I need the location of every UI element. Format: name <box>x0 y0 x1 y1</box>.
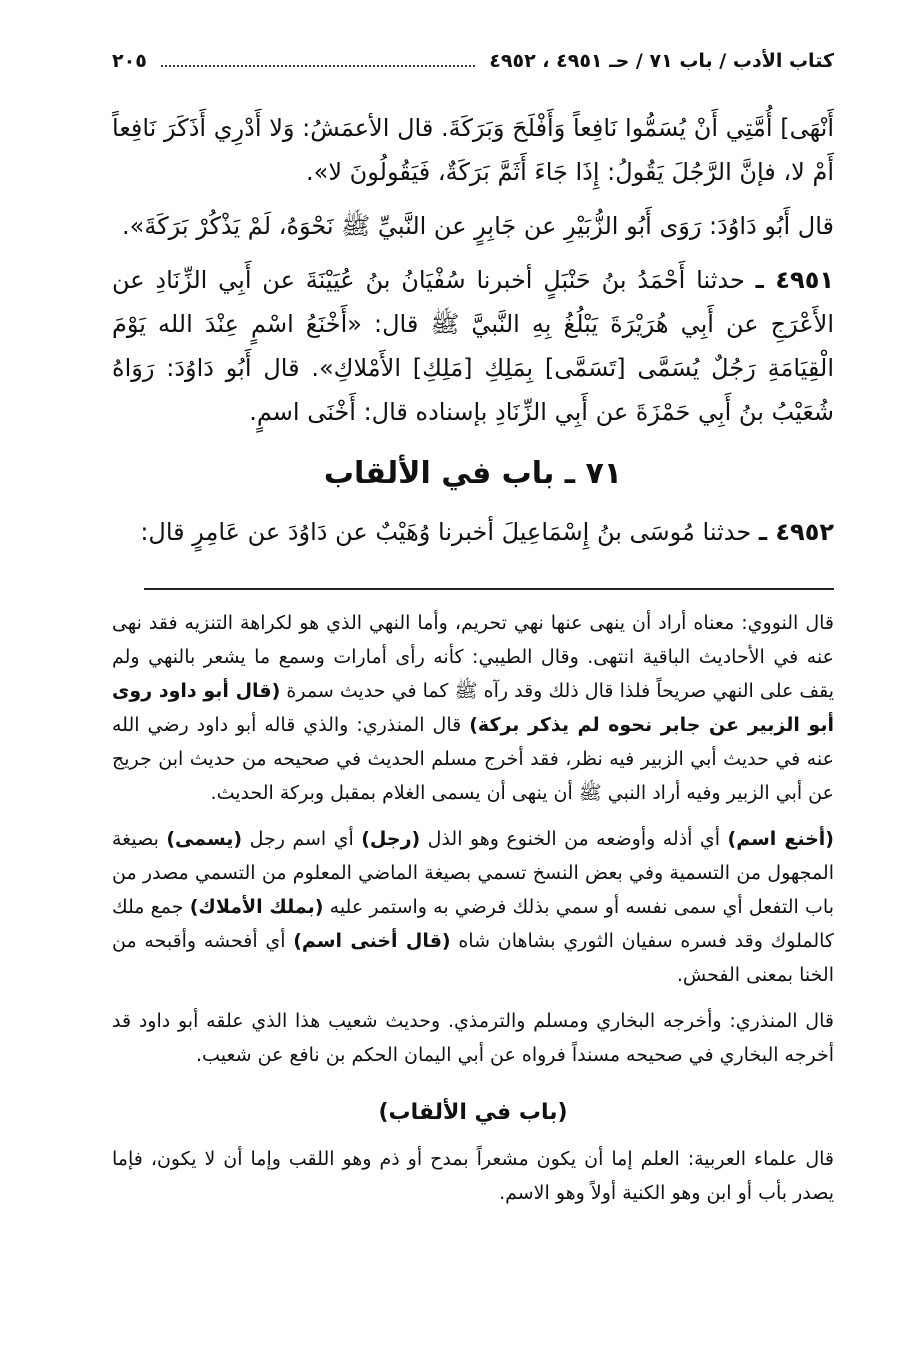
term-rajul-desc: أي اسم رجل <box>249 828 354 850</box>
footnote-separator <box>144 588 834 590</box>
hadith-text <box>112 106 834 554</box>
chapter-heading: ٧١ ـ باب في الألقاب <box>323 456 623 491</box>
paragraph-3 <box>112 258 834 434</box>
term-yusamma: (يسمى) <box>166 828 243 850</box>
term-bimalik-alamlak: (بملك الأملاك) <box>189 896 324 918</box>
header-dots <box>161 51 475 67</box>
term-yusamma-desc: بصيغة المجهول من التسمية وفي بعض النسخ تسمي بصيغة الماضي المعلوم من التسمي مصدر من باب التفعل أي سمى نفسه أو سمي بذلك فرضي به واستمر عليه <box>112 828 834 918</box>
term-rajul: (رجل) <box>361 828 421 850</box>
hadith-number-4951: ٤٩٥١ ـ <box>755 266 834 294</box>
term-bimalik-alamlak-desc: جمع ملك كالملوك وقد فسره سفيان الثوري بشاهان شاه <box>112 896 834 952</box>
commentary-heading: (باب في الألقاب) <box>378 1100 568 1125</box>
commentary-1-bold: (قال أبو داود روى أبو الزبير عن جابر نحوه لم يذكر بركة) <box>112 680 834 736</box>
term-akhna-ism-desc: أي أذله وأوضعه من الخنوع وهو الذل <box>427 828 721 850</box>
commentary-paragraph-1 <box>112 606 834 810</box>
running-header <box>112 50 834 90</box>
commentary-paragraph-2 <box>112 822 834 992</box>
header-title: كتاب الأدب / باب ٧١ / حـ ٤٩٥١ ، ٤٩٥٢ <box>489 50 834 72</box>
term-akhna-ism: (أخنع اسم) <box>727 828 834 850</box>
hadith-4952-text: حدثنا مُوسَى بنُ إِسْمَاعِيلَ أخبرنا وُهَيْبٌ عن دَاوُدَ عن عَامِرٍ قال: <box>140 518 752 546</box>
commentary-1-end: قال المنذري: والذي قاله أبو داود رضي الله عنه في حديث أبي الزبير فيه نظر، فقد أخرج مسلم الحديث في صحيحه من حديث ابن جريج عن أبي الزبير وفيه أراد النبي ﷺ أن ينهى أن يسمى الغلام بمقبل وبركة الحديث. <box>112 714 834 804</box>
hadith-4951-text: حدثنا أَحْمَدُ بنُ حَنْبَلٍ أخبرنا سُفْيَانُ بنُ عُيَيْنَةَ عن أَبِي الزِّنَادِ عن الأَعْرَجِ عن أَبِي هُرَيْرَةَ يَبْلُغُ بِهِ النَّبيَّ ﷺ قال: «أَخْنَعُ اسْمٍ عِنْدَ الله يَوْمَ الْقِيَامَةِ رَجُلٌ يُسَمَّى [تَسَمَّى] بِمَلِكِ [مَلِكِ] الأَمْلاكِ». قال أَبُو دَاوُدَ: رَوَاهُ شُعَيْبُ بنُ أَبِي حَمْزَةَ عن أَبِي الزِّنَادِ بإسناده قال: أَخْنَى اسمٍ. <box>112 266 834 426</box>
hadith-number-4952: ٤٩٥٢ ـ <box>758 518 834 546</box>
term-akhna-ism-2: (قال أخنى اسم) <box>293 930 451 952</box>
paragraph-4 <box>112 510 834 554</box>
paragraph-2: قال أَبُو دَاوُدَ: رَوَى أَبُو الزُّبَيْرِ عن جَابِرٍ عن النَّبيِّ ﷺ نَحْوَهُ، لَمْ يَذْكُرْ بَرَكَةَ». <box>122 212 834 240</box>
commentary-paragraph-4: قال علماء العربية: العلم إما أن يكون مشعراً بمدح أو ذم وهو اللقب وإما أن لا يكون، فإما يصدر بأب أو ابن وهو الكنية أولاً وهو الاسم. <box>112 1148 834 1204</box>
commentary-1-text: قال النووي: معناه أراد أن ينهى عنها نهي تحريم، وأما النهي الذي هو لكراهة التنزيه فقد نهى عنه في الأحاديث الباقية انتهى. وقال الطيبي: كأنه رأى أمارات وسمع ما يشعر بالنهي ولم يقف على النهي صريحاً فلذا قال ذلك وقد رآه ﷺ كما في حديث سمرة <box>112 612 834 702</box>
term-akhna-ism-2-desc: أي أفحشه وأقبحه من الخنا بمعنى الفحش. <box>112 930 834 986</box>
commentary <box>112 606 834 1210</box>
page-number: ٢٠٥ <box>112 50 147 72</box>
footnote-separator-wrap <box>78 588 834 590</box>
commentary-paragraph-3: قال المنذري: وأخرجه البخاري ومسلم والترمذي. وحديث شعيب هذا الذي علقه أبو داود قد أخرجه البخاري في صحيحه مسنداً فرواه عن أبي اليمان الحكم بن نافع عن شعيب. <box>112 1010 834 1066</box>
paragraph-1: أَنْهَى] أُمَّتِي أَنْ يُسَمُّوا نَافِعاً وَأَفْلَحَ وَبَرَكَةَ. قال الأعمَشُ: وَلا أَدْرِي أَذَكَرَ نَافِعاً أَمْ لا، فإنَّ الرَّجُلَ يَقُولُ: إِذَا جَاءَ أَثَمَّ بَرَكَةٌ، فَيَقُولُونَ لا». <box>112 114 834 186</box>
